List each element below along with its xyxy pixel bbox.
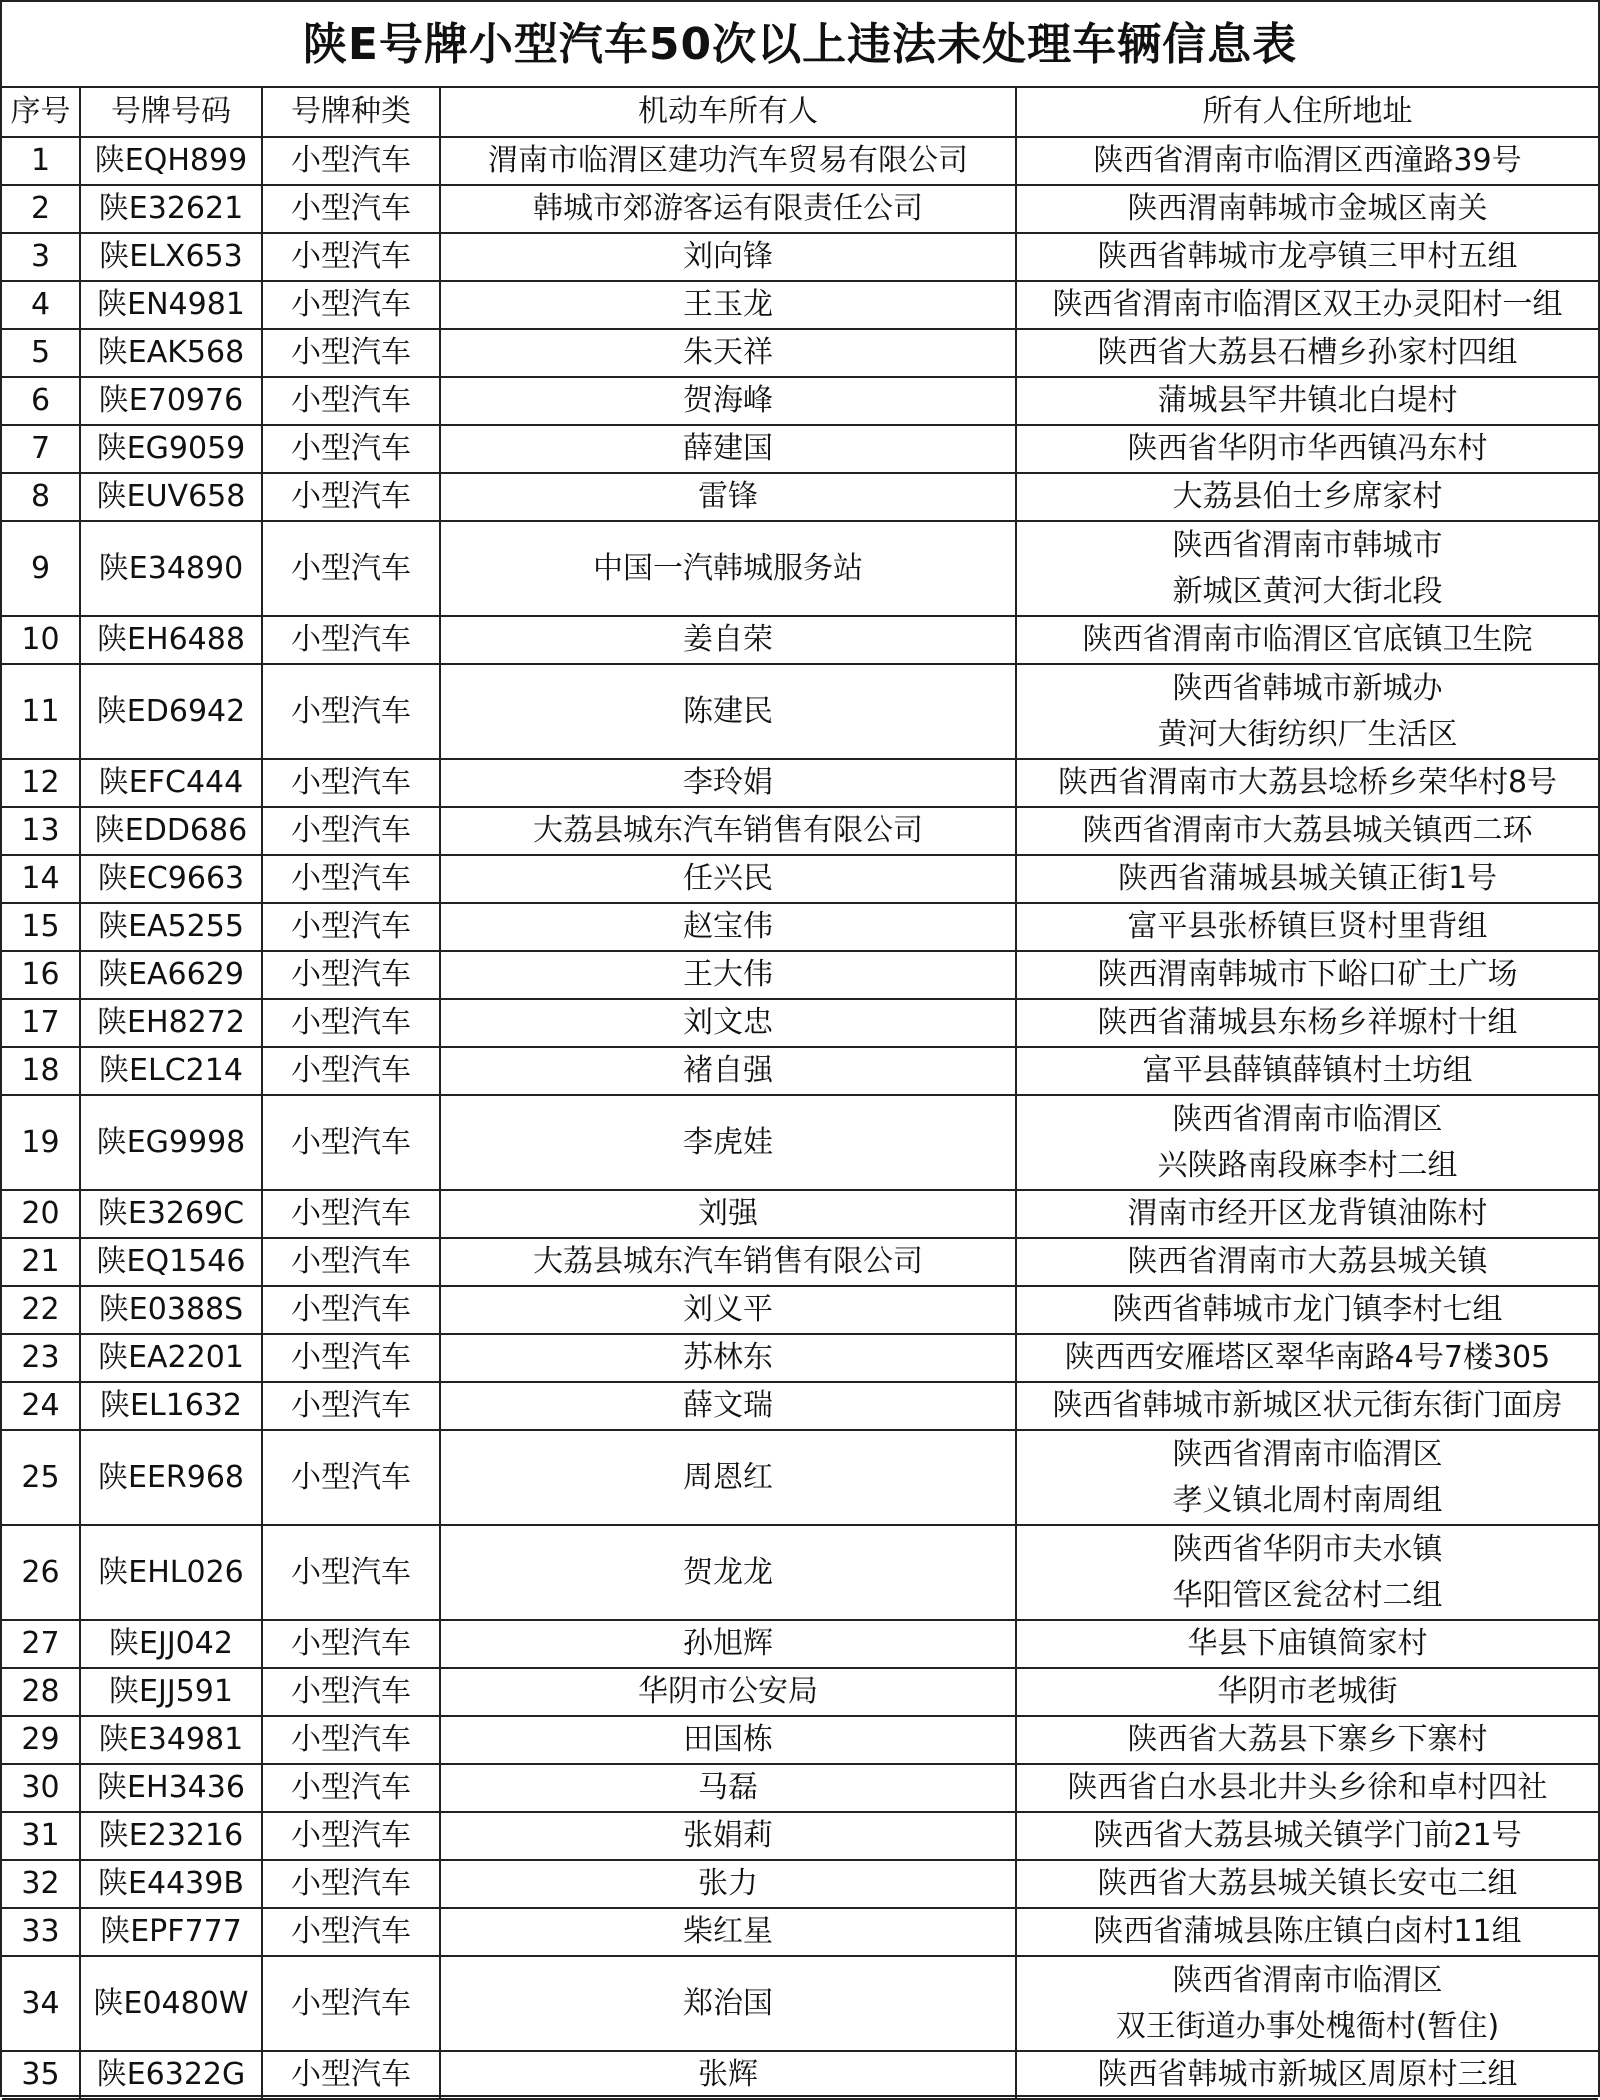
cell-owner: 褚自强 [440, 1047, 1016, 1095]
cell-serial: 25 [2, 1430, 80, 1525]
cell-serial: 18 [2, 1047, 80, 1095]
cell-address [1016, 1334, 1598, 1382]
cell-owner: 张辉 [440, 2051, 1016, 2099]
table-row [2, 185, 1598, 233]
cell-plate-type: 小型汽车 [262, 185, 440, 233]
cell-plate: 陕EG9059 [80, 425, 262, 473]
table-row [2, 1095, 1598, 1190]
cell-plate: 陕E34890 [80, 521, 262, 616]
address-line: 渭南市经开区龙背镇油陈村 [1127, 1196, 1488, 1231]
address-line: 黄河大街纺织厂生活区 [1157, 716, 1458, 752]
address-line: 陕西省韩城市龙门镇李村七组 [1112, 1292, 1503, 1327]
cell-plate-type: 小型汽车 [262, 999, 440, 1047]
cell-address [1016, 1238, 1598, 1286]
address-line: 富平县薛镇薛镇村土坊组 [1142, 1053, 1473, 1088]
cell-serial: 6 [2, 377, 80, 425]
cell-plate-type: 小型汽车 [262, 664, 440, 759]
cell-serial: 19 [2, 1095, 80, 1190]
cell-serial: 5 [2, 329, 80, 377]
cell-plate-type: 小型汽车 [262, 521, 440, 616]
cell-plate: 陕EN4981 [80, 281, 262, 329]
cell-owner: 韩城市郊游客运有限责任公司 [440, 185, 1016, 233]
cell-owner: 贺龙龙 [440, 1525, 1016, 1620]
cell-owner: 渭南市临渭区建功汽车贸易有限公司 [440, 137, 1016, 185]
cell-owner: 陈建民 [440, 664, 1016, 759]
address-line: 陕西省渭南市临渭区官底镇卫生院 [1082, 622, 1533, 657]
cell-owner: 柴红星 [440, 1908, 1016, 1956]
cell-owner: 郑治国 [440, 1956, 1016, 2051]
table-row [2, 377, 1598, 425]
cell-address [1016, 329, 1598, 377]
table-row [2, 281, 1598, 329]
cell-plate-type: 小型汽车 [262, 329, 440, 377]
cell-owner: 刘向锋 [440, 233, 1016, 281]
cell-plate-type: 小型汽车 [262, 1095, 440, 1190]
cell-plate: 陕EA6629 [80, 951, 262, 999]
cell-plate-type: 小型汽车 [262, 377, 440, 425]
cell-plate-type: 小型汽车 [262, 1716, 440, 1764]
cell-serial: 16 [2, 951, 80, 999]
cell-serial: 12 [2, 759, 80, 807]
address-line: 富平县张桥镇巨贤村里背组 [1127, 909, 1488, 944]
cell-address [1016, 1812, 1598, 1860]
table-row [2, 1525, 1598, 1620]
cell-plate-type: 小型汽车 [262, 855, 440, 903]
address-line: 陕西省渭南市临渭区 [1172, 1436, 1443, 1472]
header-address: 所有人住所地址 [1016, 88, 1598, 137]
cell-serial: 9 [2, 521, 80, 616]
cell-plate: 陕EC9663 [80, 855, 262, 903]
cell-plate: 陕EA2201 [80, 1334, 262, 1382]
table-row [2, 1382, 1598, 1430]
table-row [2, 1668, 1598, 1716]
table-row [2, 425, 1598, 473]
cell-plate-type: 小型汽车 [262, 1764, 440, 1812]
cell-address [1016, 233, 1598, 281]
header-row [2, 88, 1598, 137]
cell-owner: 周恩红 [440, 1430, 1016, 1525]
cell-owner: 薛文瑞 [440, 1382, 1016, 1430]
address-line: 华县下庙镇简家村 [1187, 1626, 1428, 1661]
cell-plate-type: 小型汽车 [262, 903, 440, 951]
table-row [2, 1716, 1598, 1764]
cell-plate-type: 小型汽车 [262, 1668, 440, 1716]
cell-plate-type: 小型汽车 [262, 1860, 440, 1908]
table-row [2, 664, 1598, 759]
cell-plate: 陕ELC214 [80, 1047, 262, 1095]
cell-serial: 11 [2, 664, 80, 759]
cell-plate: 陕ED6942 [80, 664, 262, 759]
cell-address [1016, 1525, 1598, 1620]
cell-owner: 王大伟 [440, 951, 1016, 999]
cell-address [1016, 185, 1598, 233]
address-line: 陕西省大荔县下寨乡下寨村 [1127, 1722, 1488, 1757]
cell-plate-type: 小型汽车 [262, 1525, 440, 1620]
address-line: 陕西省渭南市临渭区双王办灵阳村一组 [1052, 287, 1563, 322]
address-line: 陕西西安雁塔区翠华南路4号7楼305 [1064, 1340, 1551, 1375]
page-title: 陕E号牌小型汽车50次以上违法未处理车辆信息表 [2, 2, 1598, 88]
cell-serial: 20 [2, 1190, 80, 1238]
table-row [2, 951, 1598, 999]
cell-owner: 王玉龙 [440, 281, 1016, 329]
table-row [2, 1860, 1598, 1908]
table-row [2, 473, 1598, 521]
cell-owner: 张娟莉 [440, 1812, 1016, 1860]
cell-plate: 陕EJJ042 [80, 1620, 262, 1668]
cell-serial: 31 [2, 1812, 80, 1860]
address-line: 双王街道办事处槐衙村(暂住) [1115, 2008, 1500, 2044]
cell-plate-type: 小型汽车 [262, 759, 440, 807]
cell-address [1016, 377, 1598, 425]
cell-plate: 陕E4439B [80, 1860, 262, 1908]
cell-address [1016, 951, 1598, 999]
cell-plate: 陕EJJ591 [80, 1668, 262, 1716]
address-line: 陕西省韩城市龙亭镇三甲村五组 [1097, 239, 1518, 274]
cell-plate-type: 小型汽车 [262, 281, 440, 329]
cell-owner: 中国一汽韩城服务站 [440, 521, 1016, 616]
cell-plate-type: 小型汽车 [262, 1430, 440, 1525]
cell-owner: 赵宝伟 [440, 903, 1016, 951]
cell-serial: 15 [2, 903, 80, 951]
cell-address [1016, 1047, 1598, 1095]
table-row [2, 1286, 1598, 1334]
cell-plate: 陕ELX653 [80, 233, 262, 281]
cell-serial: 21 [2, 1238, 80, 1286]
address-line: 孝义镇北周村南周组 [1172, 1482, 1443, 1518]
cell-address [1016, 521, 1598, 616]
cell-serial: 7 [2, 425, 80, 473]
cell-owner: 苏林东 [440, 1334, 1016, 1382]
cell-address [1016, 137, 1598, 185]
address-line: 陕西省韩城市新城办 [1172, 670, 1443, 706]
cell-plate: 陕EAK568 [80, 329, 262, 377]
header-plate: 号牌号码 [80, 88, 262, 137]
table-row [2, 1047, 1598, 1095]
cell-serial: 23 [2, 1334, 80, 1382]
cell-plate: 陕EH3436 [80, 1764, 262, 1812]
cell-serial: 32 [2, 1860, 80, 1908]
cell-address [1016, 1620, 1598, 1668]
cell-plate-type: 小型汽车 [262, 233, 440, 281]
address-line: 陕西省蒲城县陈庄镇白卤村11组 [1093, 1914, 1522, 1949]
cell-plate: 陕EQ1546 [80, 1238, 262, 1286]
cell-address [1016, 999, 1598, 1047]
cell-owner: 刘强 [440, 1190, 1016, 1238]
table-row [2, 1238, 1598, 1286]
address-line: 陕西渭南韩城市金城区南关 [1127, 191, 1488, 226]
address-line: 新城区黄河大街北段 [1172, 573, 1443, 609]
cell-serial: 29 [2, 1716, 80, 1764]
address-line: 兴陕路南段麻李村二组 [1157, 1147, 1458, 1183]
address-line: 陕西省渭南市大荔县城关镇 [1127, 1244, 1488, 1279]
cell-owner: 张力 [440, 1860, 1016, 1908]
cell-serial: 8 [2, 473, 80, 521]
cell-address [1016, 1764, 1598, 1812]
cell-plate: 陕E34981 [80, 1716, 262, 1764]
cell-serial: 28 [2, 1668, 80, 1716]
cell-address [1016, 425, 1598, 473]
cell-address [1016, 1286, 1598, 1334]
cell-plate-type: 小型汽车 [262, 2051, 440, 2099]
cell-address [1016, 281, 1598, 329]
cell-serial: 26 [2, 1525, 80, 1620]
cell-address [1016, 1382, 1598, 1430]
cell-plate: 陕EHL026 [80, 1525, 262, 1620]
cell-plate: 陕E6322G [80, 2051, 262, 2099]
cell-owner: 华阴市公安局 [440, 1668, 1016, 1716]
cell-plate: 陕E3269C [80, 1190, 262, 1238]
address-line: 陕西省渭南市临渭区 [1172, 1101, 1443, 1137]
cell-plate-type: 小型汽车 [262, 1190, 440, 1238]
cell-plate: 陕E0480W [80, 1956, 262, 2051]
cell-owner: 李玲娟 [440, 759, 1016, 807]
cell-owner: 大荔县城东汽车销售有限公司 [440, 807, 1016, 855]
cell-plate: 陕E23216 [80, 1812, 262, 1860]
cell-serial: 30 [2, 1764, 80, 1812]
cell-address [1016, 1956, 1598, 2051]
cell-plate: 陕EG9998 [80, 1095, 262, 1190]
cell-address [1016, 1908, 1598, 1956]
cell-owner: 朱天祥 [440, 329, 1016, 377]
header-owner: 机动车所有人 [440, 88, 1016, 137]
address-line: 大荔县伯士乡席家村 [1172, 479, 1443, 514]
table-row [2, 1190, 1598, 1238]
cell-serial: 14 [2, 855, 80, 903]
cell-plate-type: 小型汽车 [262, 1286, 440, 1334]
cell-owner: 刘文忠 [440, 999, 1016, 1047]
cell-owner: 田国栋 [440, 1716, 1016, 1764]
table-header [2, 88, 1598, 137]
address-line: 陕西省大荔县石槽乡孙家村四组 [1097, 335, 1518, 370]
cell-serial: 1 [2, 137, 80, 185]
cell-plate-type: 小型汽车 [262, 1382, 440, 1430]
cell-plate: 陕EL1632 [80, 1382, 262, 1430]
cell-serial: 34 [2, 1956, 80, 2051]
table-row [2, 807, 1598, 855]
cell-plate-type: 小型汽车 [262, 951, 440, 999]
cell-owner: 雷锋 [440, 473, 1016, 521]
cell-address [1016, 855, 1598, 903]
cell-address [1016, 2051, 1598, 2099]
address-line: 陕西省大荔县城关镇学门前21号 [1093, 1818, 1522, 1853]
cell-owner: 贺海峰 [440, 377, 1016, 425]
address-line: 蒲城县罕井镇北白堤村 [1157, 383, 1458, 418]
address-line: 华阴市老城街 [1217, 1674, 1398, 1709]
table-row [2, 329, 1598, 377]
table-row [2, 1908, 1598, 1956]
cell-address [1016, 759, 1598, 807]
cell-serial: 13 [2, 807, 80, 855]
cell-plate: 陕EUV658 [80, 473, 262, 521]
cell-address [1016, 807, 1598, 855]
header-serial: 序号 [2, 88, 80, 137]
address-line: 陕西渭南韩城市下峪口矿土广场 [1097, 957, 1518, 992]
cell-address [1016, 664, 1598, 759]
cell-plate: 陕EPF777 [80, 1908, 262, 1956]
cell-plate: 陕EFC444 [80, 759, 262, 807]
cell-plate: 陕EA5255 [80, 903, 262, 951]
cell-plate: 陕EER968 [80, 1430, 262, 1525]
cell-plate: 陕EH8272 [80, 999, 262, 1047]
cell-serial: 4 [2, 281, 80, 329]
address-line: 陕西省韩城市新城区周原村三组 [1097, 2057, 1518, 2092]
cell-plate: 陕EQH899 [80, 137, 262, 185]
cell-plate: 陕EH6488 [80, 616, 262, 664]
address-line: 陕西省蒲城县城关镇正街1号 [1117, 861, 1498, 896]
table-row [2, 999, 1598, 1047]
address-line: 陕西省渭南市临渭区 [1172, 1962, 1443, 1998]
cell-serial: 22 [2, 1286, 80, 1334]
address-line: 陕西省渭南市临渭区西潼路39号 [1093, 143, 1522, 178]
table-row [2, 521, 1598, 616]
cell-address [1016, 1716, 1598, 1764]
cell-address [1016, 1668, 1598, 1716]
table-row [2, 1334, 1598, 1382]
address-line: 陕西省渭南市韩城市 [1172, 527, 1443, 563]
cell-owner: 刘义平 [440, 1286, 1016, 1334]
cell-plate-type: 小型汽车 [262, 1908, 440, 1956]
cell-address [1016, 616, 1598, 664]
table-row [2, 1812, 1598, 1860]
table-row [2, 137, 1598, 185]
vehicle-table [2, 88, 1598, 2100]
table-row [2, 1956, 1598, 2051]
cell-address [1016, 903, 1598, 951]
table-body [2, 137, 1598, 2099]
cell-plate-type: 小型汽车 [262, 1047, 440, 1095]
address-line: 华阳管区瓮岔村二组 [1172, 1577, 1443, 1613]
cell-owner: 大荔县城东汽车销售有限公司 [440, 1238, 1016, 1286]
address-line: 陕西省大荔县城关镇长安屯二组 [1097, 1866, 1518, 1901]
table-row [2, 1620, 1598, 1668]
address-line: 陕西省韩城市新城区状元街东街门面房 [1052, 1388, 1563, 1423]
cell-plate-type: 小型汽车 [262, 616, 440, 664]
cell-serial: 24 [2, 1382, 80, 1430]
table-row [2, 903, 1598, 951]
cell-plate-type: 小型汽车 [262, 1812, 440, 1860]
cell-plate-type: 小型汽车 [262, 807, 440, 855]
cell-plate-type: 小型汽车 [262, 425, 440, 473]
table-row [2, 759, 1598, 807]
cell-owner: 马磊 [440, 1764, 1016, 1812]
cell-serial: 33 [2, 1908, 80, 1956]
cell-owner: 孙旭辉 [440, 1620, 1016, 1668]
cell-serial: 27 [2, 1620, 80, 1668]
cell-serial: 35 [2, 2051, 80, 2099]
address-line: 陕西省华阴市华西镇冯东村 [1127, 431, 1488, 466]
table-row [2, 2051, 1598, 2099]
address-line: 陕西省渭南市大荔县城关镇西二环 [1082, 813, 1533, 848]
cell-serial: 3 [2, 233, 80, 281]
address-line: 陕西省渭南市大荔县埝桥乡荣华村8号 [1057, 765, 1558, 800]
cell-plate-type: 小型汽车 [262, 1620, 440, 1668]
cell-serial: 17 [2, 999, 80, 1047]
cell-plate: 陕E32621 [80, 185, 262, 233]
cell-serial: 10 [2, 616, 80, 664]
table-row [2, 233, 1598, 281]
cell-owner: 薛建国 [440, 425, 1016, 473]
cell-owner: 姜自荣 [440, 616, 1016, 664]
cell-address [1016, 1190, 1598, 1238]
table-row [2, 855, 1598, 903]
cell-plate: 陕E70976 [80, 377, 262, 425]
cell-address [1016, 1095, 1598, 1190]
cell-plate-type: 小型汽车 [262, 1238, 440, 1286]
table-row [2, 1764, 1598, 1812]
cell-plate: 陕E0388S [80, 1286, 262, 1334]
cell-plate-type: 小型汽车 [262, 1956, 440, 2051]
cell-owner: 李虎娃 [440, 1095, 1016, 1190]
address-line: 陕西省华阴市夫水镇 [1172, 1531, 1443, 1567]
cell-address [1016, 473, 1598, 521]
cell-plate-type: 小型汽车 [262, 473, 440, 521]
cell-serial: 2 [2, 185, 80, 233]
table-row [2, 616, 1598, 664]
cell-address [1016, 1430, 1598, 1525]
address-line: 陕西省蒲城县东杨乡祥塬村十组 [1097, 1005, 1518, 1040]
cell-address [1016, 1860, 1598, 1908]
cell-plate: 陕EDD686 [80, 807, 262, 855]
table-row [2, 1430, 1598, 1525]
cell-plate-type: 小型汽车 [262, 137, 440, 185]
address-line: 陕西省白水县北井头乡徐和卓村四社 [1067, 1770, 1548, 1805]
header-plate-type: 号牌种类 [262, 88, 440, 137]
cell-owner: 任兴民 [440, 855, 1016, 903]
cell-plate-type: 小型汽车 [262, 1334, 440, 1382]
